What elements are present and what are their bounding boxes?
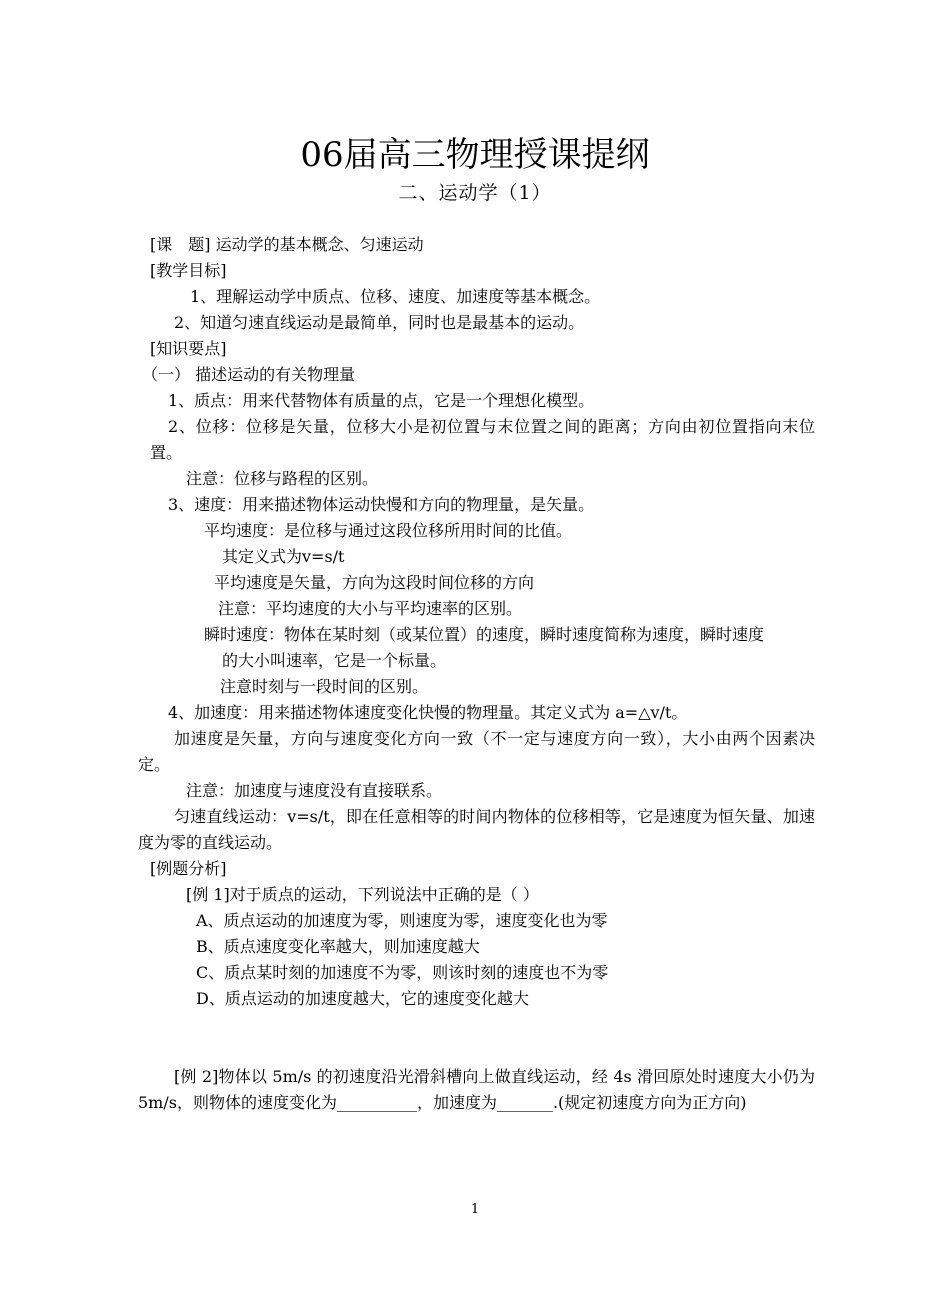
paragraph: 3、速度：用来描述物体运动快慢和方向的物理量，是矢量。 [168,495,595,514]
example-question: [例 2]物体以 5m/s 的初速度沿光滑斜槽向上做直线运动，经 4s 滑回原处时速度大小仍为 5m/s，则物体的速度变化为__________，加速度为_______.(规定初速度方向为正方向) [138,1067,815,1112]
example-question: [例 1]对于质点的运动，下列说法中正确的是（ ） [186,885,539,904]
page-subtitle: 二、运动学（1） [398,182,552,204]
paragraph: 2、位移：位移是矢量，位移大小是初位置与末位置之间的距离；方向由初位置指向末位置。 [150,417,815,462]
paragraph: 注意：位移与路程的区别。 [186,469,379,488]
paragraph: 注意时刻与一段时间的区别。 [220,677,429,696]
paragraph: 4、加速度：用来描述物体速度变化快慢的物理量。其定义式为 a=△v/t。 [168,703,688,722]
objective-item: 1、理解运动学中质点、位移、速度、加速度等基本概念。 [190,287,601,306]
document-body [138,232,815,1116]
paragraph: 1、质点：用来代替物体有质量的点，它是一个理想化模型。 [168,391,595,410]
page-number: 1 [470,1202,480,1217]
answer-option: B、质点速度变化率越大，则加速度越大 [196,937,480,956]
section-heading-objectives: [教学目标] [150,261,227,280]
page-title: 06届高三物理授课提纲 [300,135,650,175]
answer-option: C、质点某时刻的加速度不为零，则该时刻的速度也不为零 [196,963,609,982]
topic-line: [课 题] 运动学的基本概念、匀速运动 [150,235,424,254]
answer-option: A、质点运动的加速度为零，则速度为零，速度变化也为零 [196,911,608,930]
paragraph: 注意：加速度与速度没有直接联系。 [186,781,443,800]
paragraph: 的大小叫速率，它是一个标量。 [222,651,447,670]
paragraph: 加速度是矢量，方向与速度变化方向一致（不一定与速度方向一致），大小由两个因素决定。 [138,729,815,774]
paragraph: 注意：平均速度的大小与平均速率的区别。 [218,599,523,618]
answer-option: D、质点运动的加速度越大，它的速度变化越大 [196,989,529,1008]
paragraph: 匀速直线运动：v=s/t，即在任意相等的时间内物体的位移相等，它是速度为恒矢量、加速度为零的直线运动。 [138,807,815,852]
paragraph: 平均速度是矢量，方向为这段时间位移的方向 [214,573,535,592]
section-heading-key-points: [知识要点] [150,339,227,358]
spacer [150,1012,815,1064]
formula-line: 其定义式为v=s/t [222,547,345,566]
subsection-heading: （一） 描述运动的有关物理量 [142,365,356,384]
paragraph: 瞬时速度：物体在某时刻（或某位置）的速度，瞬时速度简称为速度，瞬时速度 [204,625,765,644]
paragraph: 平均速度：是位移与通过这段位移所用时间的比值。 [204,521,573,540]
objective-item: 2、知道匀速直线运动是最简单，同时也是最基本的运动。 [174,313,585,332]
section-heading-examples: [例题分析] [150,859,227,878]
